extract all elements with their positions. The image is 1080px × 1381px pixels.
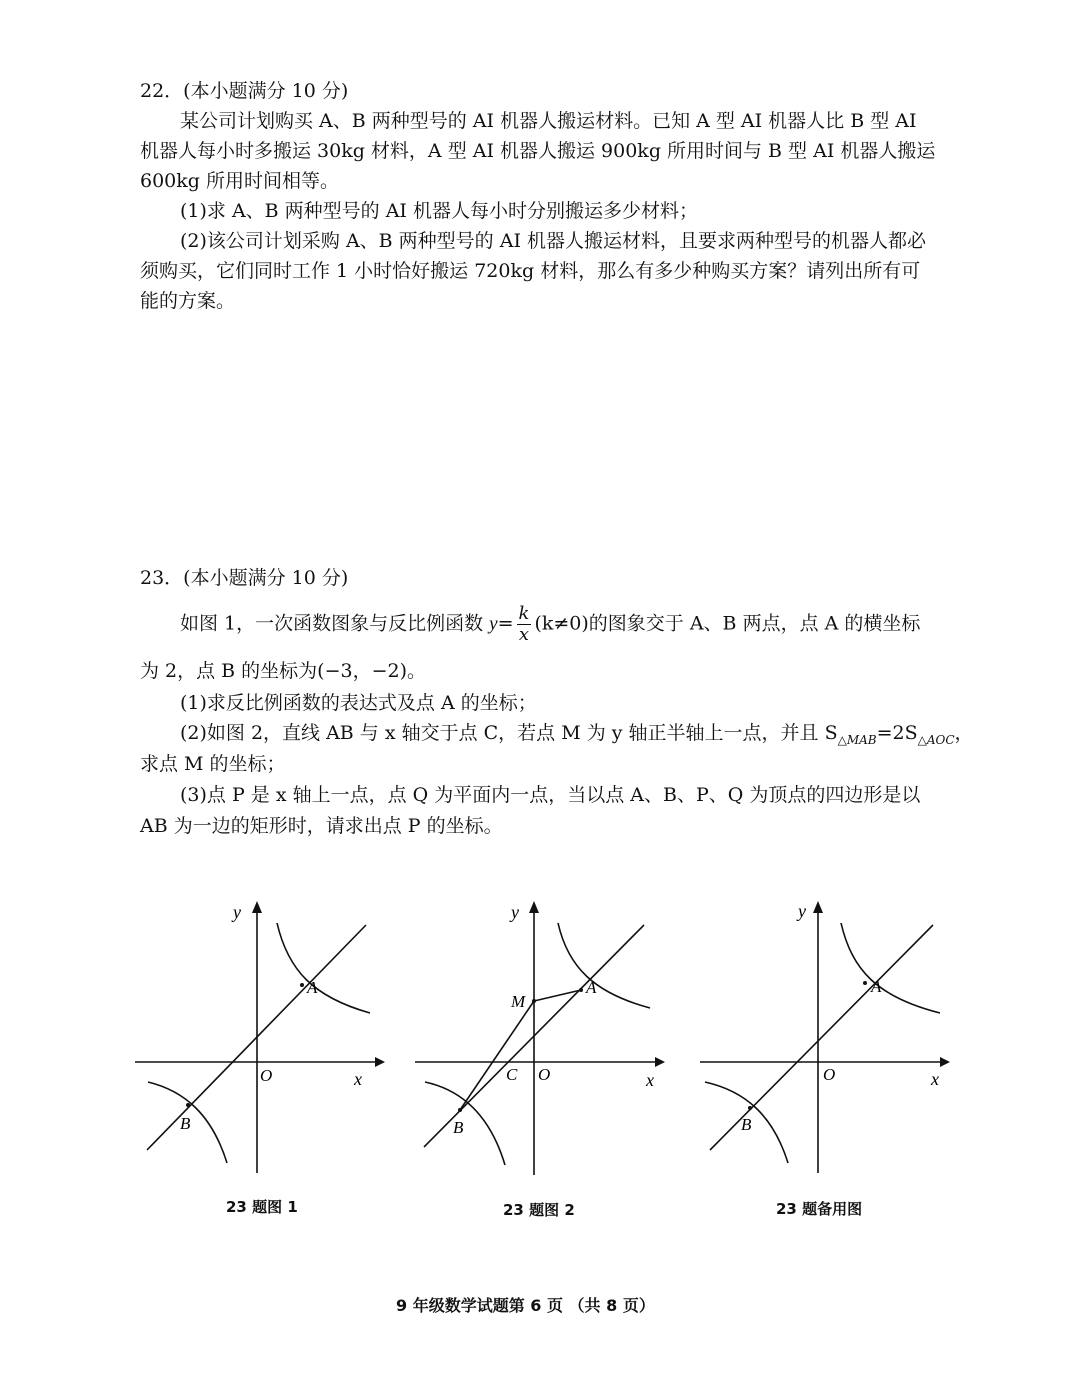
fig3-label-o: O	[823, 1065, 836, 1084]
q23-intro	[180, 604, 920, 645]
fig1-label-b: B	[180, 1114, 191, 1133]
fig2-caption: 23 题图 2	[503, 1201, 575, 1219]
q22-header: 22．(本小题满分 10 分)	[140, 80, 349, 102]
fig1-point-b	[186, 1103, 190, 1107]
fig3-caption: 23 题备用图	[776, 1200, 863, 1218]
q23-func-y: y	[489, 613, 498, 635]
fig3-point-a	[863, 981, 867, 985]
q23-fraction	[517, 604, 532, 645]
figure-1	[130, 895, 390, 1180]
fig3-y-arrow	[813, 901, 823, 913]
fig1-label-x: x	[354, 1069, 362, 1089]
q23-intro-before: 如图 1，一次函数图象与反比例函数	[180, 612, 490, 635]
q23-part2-after: ，	[954, 722, 974, 744]
q23-part2-mid: =2S	[876, 722, 918, 744]
figure-2	[410, 895, 675, 1180]
q22-line-1: 某公司计划购买 A、B 两种型号的 AI 机器人搬运材料。已知 A 型 AI 机器人比 B 型 AI	[180, 110, 917, 132]
fig3-label-a: A	[871, 977, 882, 996]
q23-func-eq: =	[497, 612, 514, 635]
q22-part-2-line-3: 能的方案。	[140, 290, 236, 312]
fig2-label-a: A	[586, 978, 597, 997]
q23-part2-sub-aoc: △AOC	[917, 733, 955, 747]
fig2-y-arrow	[529, 901, 539, 913]
q23-header: 23．(本小题满分 10 分)	[140, 567, 349, 589]
fig2-x-arrow	[655, 1057, 665, 1067]
q23-fraction-numerator: k	[518, 603, 530, 624]
q23-part-3-line-1: (3)点 P 是 x 轴上一点，点 Q 为平面内一点，当以点 A、B、P、Q 为顶点的四边形是以	[180, 784, 921, 806]
fig1-label-o: O	[260, 1066, 273, 1085]
fig3-label-y: y	[798, 901, 806, 921]
q23-intro-after: (k≠0)的图象交于 A、B 两点，点 A 的横坐标	[534, 612, 921, 635]
fig2-point-m	[532, 999, 536, 1003]
fig1-x-arrow	[375, 1057, 385, 1067]
fig2-label-m: M	[511, 992, 526, 1011]
fig2-point-a	[579, 988, 583, 992]
fig2-label-o: O	[538, 1065, 551, 1084]
q23-fraction-denominator: x	[518, 624, 530, 645]
fig1-y-arrow	[252, 901, 262, 913]
fig2-label-y: y	[511, 902, 519, 922]
q22-line-3: 600kg 所用时间相等。	[140, 170, 339, 192]
q23-part2-sub-mab: △MAB	[837, 733, 877, 747]
q22-part-1: (1)求 A、B 两种型号的 AI 机器人每小时分别搬运多少材料；	[180, 200, 698, 222]
fig3-point-b	[748, 1106, 752, 1110]
q23-part-1: (1)求反比例函数的表达式及点 A 的坐标；	[180, 692, 537, 714]
figure-3	[695, 895, 960, 1180]
fig1-label-a: A	[307, 978, 318, 997]
q23-part2-before: (2)如图 2，直线 AB 与 x 轴交于点 C，若点 M 为 y 轴正半轴上一点，并且 S	[180, 722, 838, 744]
q22-line-2: 机器人每小时多搬运 30kg 材料，A 型 AI 机器人搬运 900kg 所用时间与 B 型 AI 机器人搬运	[140, 140, 936, 162]
fig1-caption: 23 题图 1	[226, 1198, 298, 1216]
q23-line-2: 为 2，点 B 的坐标为(−3，−2)。	[140, 660, 427, 682]
fig2-point-b	[458, 1108, 462, 1112]
fig2-label-c: C	[506, 1065, 518, 1084]
fig1-label-y: y	[233, 902, 241, 922]
fig2-label-b: B	[453, 1118, 464, 1137]
q22-part-2-line-2: 须购买，它们同时工作 1 小时恰好搬运 720kg 材料，那么有多少种购买方案？请列出所有可	[140, 260, 921, 282]
fig2-hyperbola-lower	[425, 1082, 505, 1165]
fig1-point-a	[300, 983, 304, 987]
fig3-label-b: B	[741, 1115, 752, 1134]
q22-part-2-line-1: (2)该公司计划采购 A、B 两种型号的 AI 机器人搬运材料，且要求两种型号的机器人都必	[180, 230, 926, 252]
fig3-x-arrow	[940, 1057, 950, 1067]
q23-part-2-line-2: 求点 M 的坐标；	[140, 753, 286, 775]
q23-part-3-line-2: AB 为一边的矩形时，请求出点 P 的坐标。	[140, 815, 503, 837]
q23-part-2-line-1	[180, 724, 974, 746]
page-footer: 9 年级数学试题第 6 页 （共 8 页）	[396, 1296, 655, 1315]
fig3-label-x: x	[931, 1069, 939, 1089]
fig2-label-x: x	[646, 1070, 654, 1090]
fig2-segment-mb	[460, 1001, 534, 1110]
